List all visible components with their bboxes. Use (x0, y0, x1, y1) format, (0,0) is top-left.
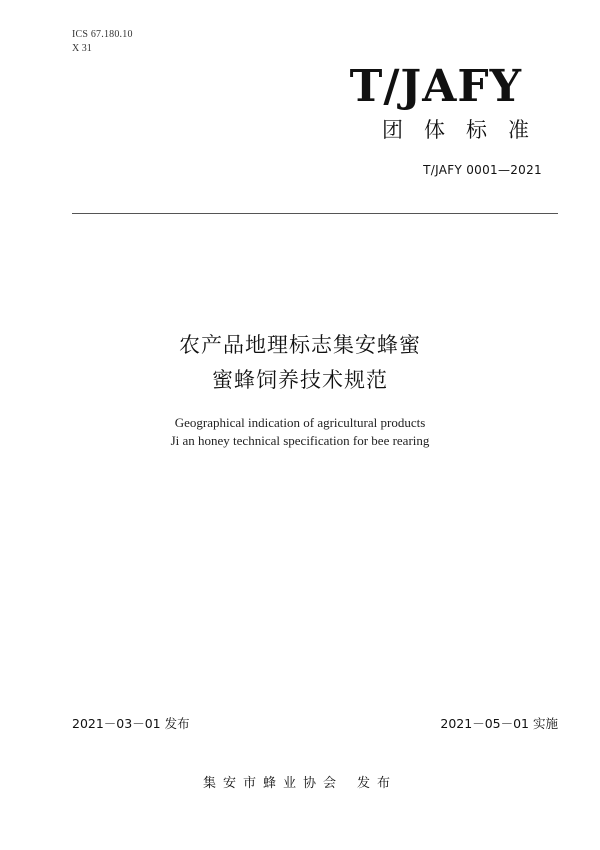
publisher-organization: 集安市蜂业协会 (202, 776, 343, 791)
publish-date: 2021－03－01 发布 (72, 716, 190, 731)
ics-code: ICS 67.180.10 (72, 29, 133, 40)
publisher-action: 发布 (357, 776, 398, 791)
title-zh-line-2: 蜜蜂饲养技术规范 (212, 368, 388, 392)
standard-number: T/JAFY 0001—2021 (423, 163, 542, 177)
standard-type: 团体标准 (382, 118, 550, 142)
title-en-line-2: Ji an honey technical specification for bee rearing (170, 433, 430, 448)
title-zh-line-1: 农产品地理标志集安蜂蜜 (179, 333, 421, 357)
title-en-line-1: Geographical indication of agricultural products (174, 415, 426, 430)
header-divider (72, 213, 558, 214)
classification-code: X 31 (72, 43, 92, 54)
effective-date: 2021－05－01 实施 (440, 716, 558, 731)
publisher (0, 776, 600, 792)
standard-logo: T/JAFY (349, 61, 522, 112)
